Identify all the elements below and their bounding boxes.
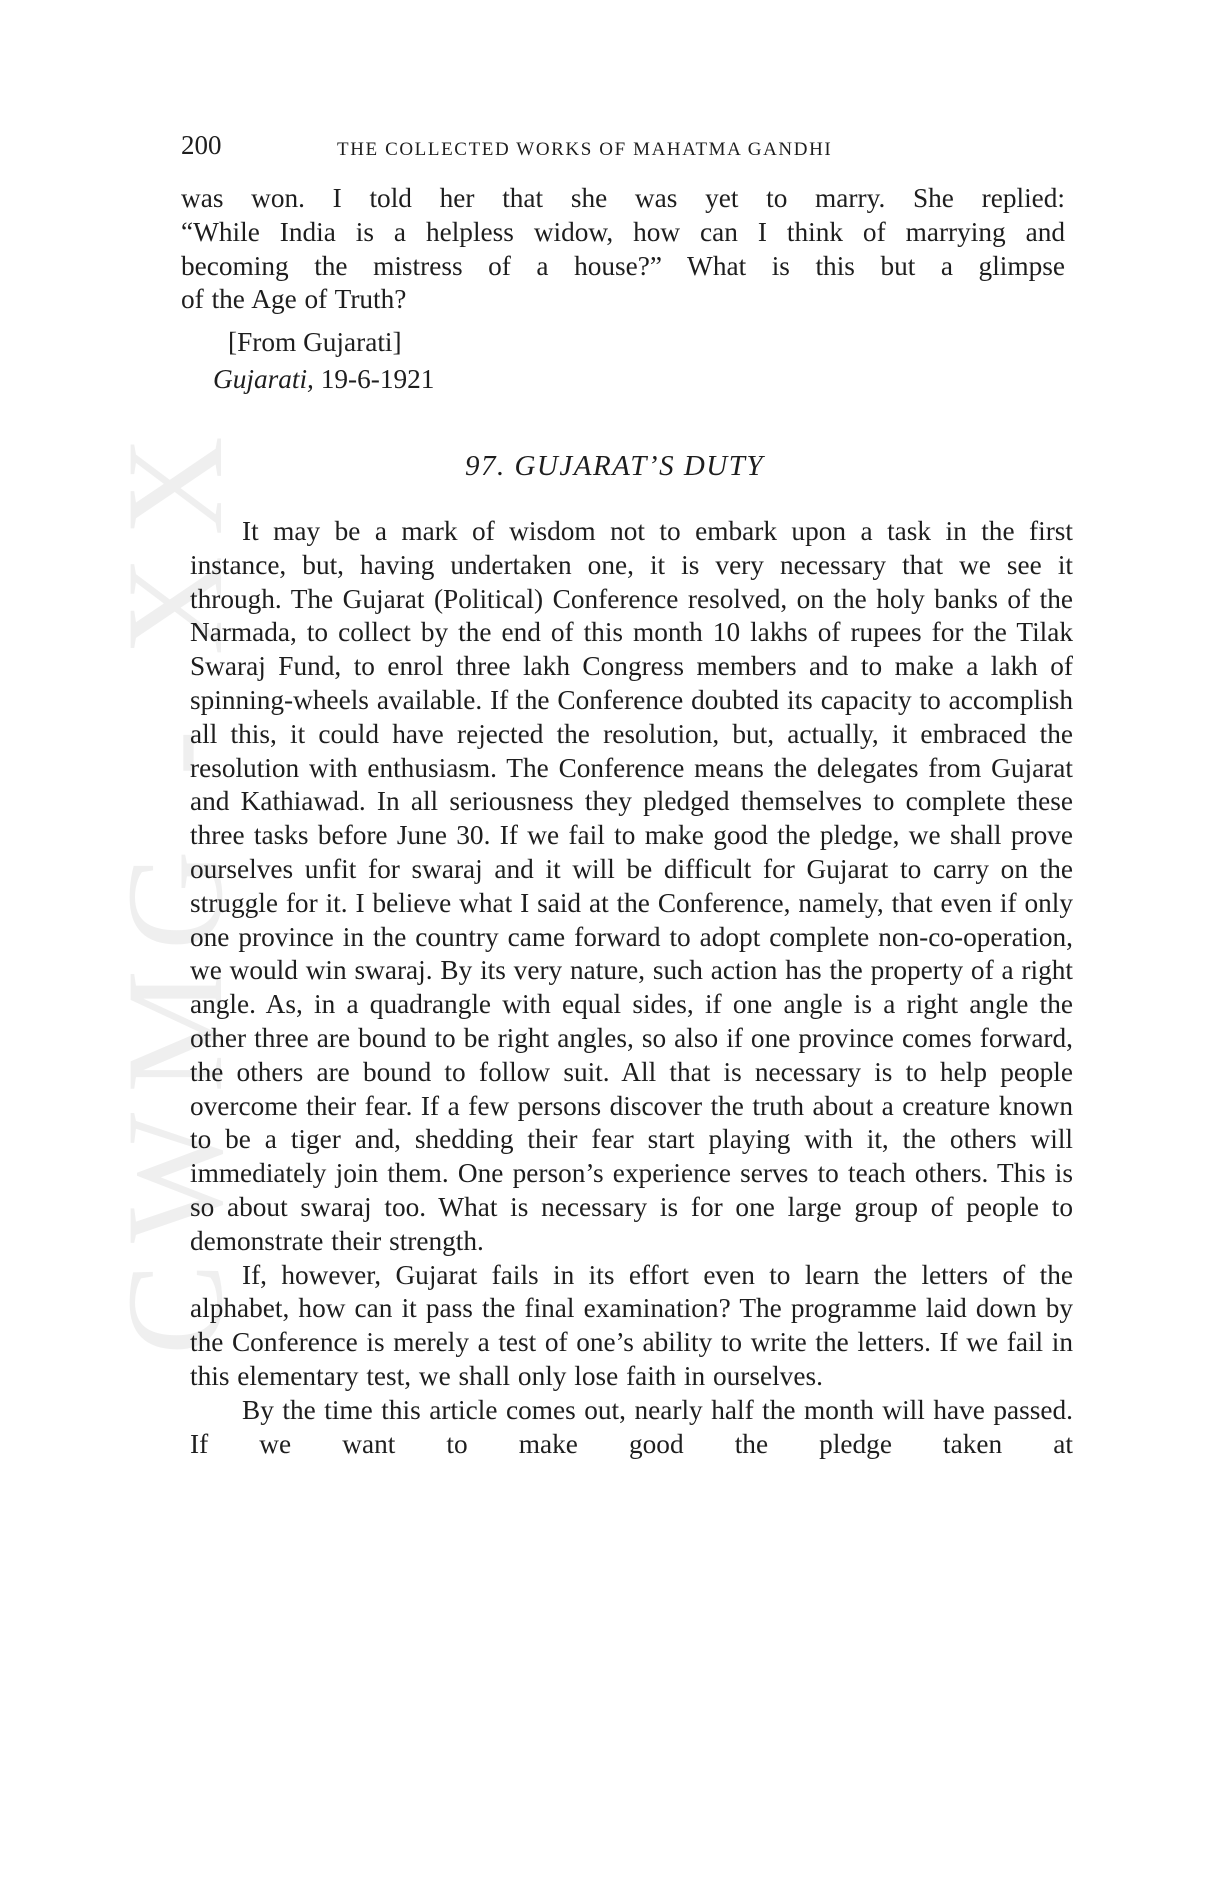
article-body [190,515,1073,1461]
source-citation [213,362,434,396]
page-header [181,130,1081,161]
running-head: THE COLLECTED WORKS OF MAHATMA GANDHI [337,139,833,160]
continuation-text [181,182,1065,317]
paragraph: If, however, Gujarat fails in its effort even to learn the letters of the alphabet, how can it pass the final examination? The programme laid down by the Conference is merely a test of one’s ability to write the letters. If we fail in this elementary test, we shall only lose faith in ourselves. [190,1259,1073,1391]
source-publication: Gujarati, [213,364,314,394]
continuation-line: of the Age of Truth? [181,284,407,315]
continuation-line: becoming the mistress of a house?” What is this but a glimpse [181,250,1065,281]
paragraph: It may be a mark of wisdom not to embark upon a task in the first instance, but, having undertaken one, it is very necessary that we see it through. The Gujarat (Political) Conference resolved, on the holy banks of the Narmada, to collect by the end of this month 10 lakhs of rupees for the Tilak Swaraj Fund, to enrol three lakh Congress members and to make a lakh of spinning-wheels available. If the Conference doubted its capacity to accomplish all this, it could have rejected the resolution, but, actually, it embraced the resolution with enthusiasm. The Conference means the delegates from Gujarat and Kathiawad. In all seriousness they pledged themselves to complete these three tasks before June 30. If we fail to make good the pledge, we shall prove ourselves unfit for swaraj and it will be difficult for Gujarat to carry on the struggle for it. I believe what I said at the Conference, namely, that even if only one province in the country came forward to adopt complete non-co-operation, we would win swaraj. By its very nature, such action has the property of a right angle. As, in a quadrangle with equal sides, if one angle is a right angle the other three are bound to be right angles, so also if one province comes forward, the others are bound to follow suit. All that is necessary is to help people overcome their fear. If a few persons discover the truth about a creature known to be a tiger and, shedding their fear start playing with it, the others will immediately join them. One person’s experience serves to teach others. This is so about swaraj too. What is necessary is for one large group of people to demonstrate their strength. [190,516,1073,1256]
article-title: 97. GUJARAT’S DUTY [464,450,764,482]
paragraph: By the time this article comes out, nearly half the month will have passed. If we want to make good the pledge taken at [190,1394,1073,1459]
source-date: 19-6-1921 [320,364,435,394]
source-note: [From Gujarati] [228,327,402,357]
page-number: 200 [181,130,222,160]
continuation-line: was won. I told her that she was yet to marry. She replied: [181,183,1065,213]
watermark: CWMG - XX [98,416,251,1355]
continuation-line: “While India is a helpless widow, how can I think of marrying and [181,216,1065,247]
